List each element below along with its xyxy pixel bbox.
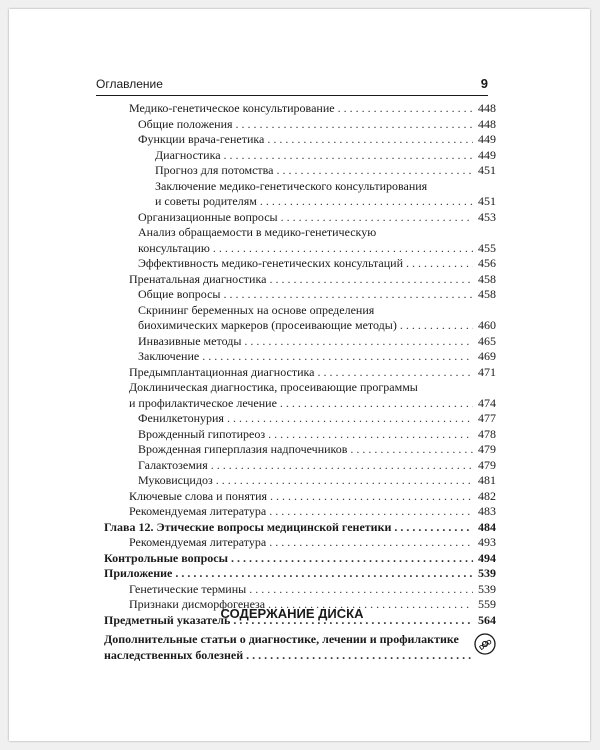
toc-entry[interactable]: [104, 287, 496, 303]
leader-dots: [406, 256, 473, 272]
toc-entry[interactable]: [104, 303, 496, 334]
leader-dots: [175, 566, 473, 582]
leader-dots: [236, 117, 473, 133]
toc-entry[interactable]: [104, 179, 496, 210]
toc-entry-title: Ключевые слова и понятия: [129, 488, 268, 503]
toc-entry-title: Пренатальная диагностика: [129, 271, 267, 286]
leader-dots: [269, 272, 473, 288]
leader-dots: [268, 427, 473, 443]
toc-entry-page: 460: [478, 318, 496, 332]
toc-entry-title: Врожденная гиперплазия надпочечников: [138, 442, 348, 456]
toc-entry-page: 479: [478, 442, 496, 456]
toc-entry[interactable]: [104, 582, 496, 598]
toc-entry-page: 493: [478, 535, 496, 549]
leader-dots: [223, 287, 473, 303]
toc-entry[interactable]: [104, 132, 496, 148]
toc-entry-page: 471: [478, 364, 496, 379]
leader-dots: [249, 582, 473, 598]
toc-entry-title: Функции врача-генетика: [138, 132, 265, 146]
running-head: [96, 77, 488, 96]
disc-entry[interactable]: [104, 632, 474, 663]
toc-entry-title: Рекомендуемая литература: [129, 535, 267, 549]
toc-entry[interactable]: [104, 210, 496, 226]
leader-dots: [394, 520, 473, 536]
toc-entry[interactable]: [104, 163, 496, 179]
toc-entry-title: Инвазивные методы: [138, 333, 242, 348]
toc-entry-page: 455: [478, 240, 496, 255]
page-number: 9: [480, 76, 488, 91]
leader-dots: [211, 458, 473, 474]
toc-entry-title: Врожденный гипотиреоз: [138, 426, 266, 441]
toc-entry-page: 449: [478, 132, 496, 146]
toc-entry-title: Эффективность медико-генетических консультаций: [138, 256, 404, 270]
toc-entry[interactable]: [104, 256, 496, 272]
leader-dots: [338, 101, 473, 117]
toc-entry-title: Общие вопросы: [138, 287, 221, 301]
leader-dots: [227, 411, 473, 427]
toc-entry-page: 539: [478, 566, 496, 580]
leader-dots: [350, 442, 473, 458]
toc-entry-page: 479: [478, 457, 496, 472]
leader-dots: [281, 210, 473, 226]
toc-entry-page: 478: [478, 426, 496, 441]
toc-entry[interactable]: [104, 380, 496, 411]
toc-entry-title: Глава 12. Этические вопросы медицинской генетики: [104, 519, 392, 534]
dvd-disc-icon[interactable]: [474, 633, 496, 655]
toc-entry-title: биохимических маркеров (просеивающие методы): [138, 318, 397, 332]
leader-dots: [269, 504, 473, 520]
toc-entry-title: и профилактическое лечение: [129, 395, 277, 410]
toc-entry-page: 481: [478, 473, 496, 487]
toc-entry-title-line1: Доклиническая диагностика, просеивающие программы: [129, 380, 418, 394]
toc-entry[interactable]: [104, 148, 496, 164]
leader-dots: [213, 241, 473, 257]
section-title: Оглавление: [96, 77, 163, 91]
toc-entry-title: Галактоземия: [138, 457, 208, 472]
toc-entry-page: 559: [478, 597, 496, 611]
toc-entry-title: Приложение: [104, 566, 173, 580]
toc-entry-title: и советы родителям: [155, 194, 257, 208]
toc-entry[interactable]: [104, 349, 496, 365]
toc-entry[interactable]: [104, 427, 496, 443]
toc-entry[interactable]: [104, 458, 496, 474]
leader-dots: [270, 489, 473, 505]
leader-dots: [317, 365, 473, 381]
toc-entry[interactable]: [104, 566, 496, 582]
toc-entry-title: Муковисцидоз: [138, 473, 213, 487]
toc-entry-title: Предымплантационная диагностика: [129, 364, 315, 379]
toc-entry[interactable]: [104, 365, 496, 381]
leader-dots: [224, 148, 473, 164]
toc-entry[interactable]: [104, 334, 496, 350]
toc-entry-page: 458: [478, 287, 496, 301]
toc-entry[interactable]: [104, 411, 496, 427]
toc-entry-title: Фенилкетонурия: [138, 411, 224, 425]
leader-dots: [400, 318, 473, 334]
toc-entry-title: Общие положения: [138, 116, 233, 131]
toc-entry-page: 474: [478, 395, 496, 410]
toc-entry-page: 458: [478, 271, 496, 286]
toc-entry-title: Заключение: [138, 349, 200, 363]
toc-entry[interactable]: [104, 489, 496, 505]
toc-entry-title-line1: Заключение медико-генетического консультирования: [155, 178, 428, 193]
toc-entry[interactable]: [104, 225, 496, 256]
toc-entry-title-line1: Анализ обращаемости в медико-генетическую: [138, 225, 377, 239]
toc-entry-page: 482: [478, 488, 496, 503]
disc-entry-line2: наследственных болезней: [104, 647, 244, 662]
toc-entry[interactable]: [104, 551, 496, 567]
toc-entry-page: 451: [478, 194, 496, 208]
toc-entry-title: Контрольные вопросы: [104, 550, 228, 565]
leader-dots: [216, 473, 473, 489]
toc-entry[interactable]: [104, 504, 496, 520]
toc-entry[interactable]: [104, 442, 496, 458]
toc-entry-page: 449: [478, 147, 496, 162]
toc-entry-title: Признаки дисморфогенеза: [129, 597, 266, 611]
toc-entry-page: 465: [478, 333, 496, 348]
leader-dots: [267, 132, 473, 148]
disc-contents-heading: СОДЕРЖАНИЕ ДИСКА: [220, 606, 364, 621]
toc-entry-page: 456: [478, 256, 496, 270]
toc-entry-page: 483: [478, 504, 496, 518]
leader-dots: [202, 349, 473, 365]
toc-entry-title: консультацию: [138, 240, 210, 255]
toc-entry[interactable]: [104, 473, 496, 489]
svg-text:DVD: DVD: [478, 638, 494, 653]
toc-entry-title-line1: Скрининг беременных на основе определения: [138, 302, 375, 317]
leader-dots: [276, 163, 473, 179]
toc-entry-page: 448: [478, 116, 496, 131]
toc-entry-title: Диагностика: [155, 147, 221, 162]
disc-entry-line1: Дополнительные статьи о диагностике, лечении и профилактике: [104, 632, 459, 646]
toc-entry-page: 469: [478, 349, 496, 363]
toc-entry-page: 451: [478, 163, 496, 177]
leader-dots: [244, 334, 473, 350]
toc-entry-title: Генетические термины: [129, 581, 247, 596]
toc-entry[interactable]: [104, 535, 496, 551]
toc-entry-page: 539: [478, 581, 496, 596]
toc-entry-title: Предметный указатель: [104, 612, 231, 627]
toc-entry-title: Организационные вопросы: [138, 209, 278, 224]
toc-entry[interactable]: [104, 272, 496, 288]
toc-entry-title: Рекомендуемая литература: [129, 504, 267, 518]
leader-dots: [260, 194, 473, 210]
toc-entry-page: 477: [478, 411, 496, 425]
leader-dots: [231, 551, 473, 567]
leader-dots: [246, 648, 471, 664]
toc-entry-page: 448: [478, 101, 496, 115]
toc-entry-title: Медико-генетическое консультирование: [129, 101, 335, 115]
toc-entry-page: 564: [478, 612, 496, 627]
toc-entry[interactable]: [104, 520, 496, 536]
toc-entry-page: 453: [478, 209, 496, 224]
toc-entry-page: 484: [478, 519, 496, 534]
leader-dots: [280, 396, 473, 412]
table-of-contents: [104, 101, 496, 628]
toc-entry[interactable]: [104, 101, 496, 117]
toc-entry-title: Прогноз для потомства: [155, 163, 274, 177]
toc-entry[interactable]: [104, 117, 496, 133]
toc-entry-page: 494: [478, 550, 496, 565]
leader-dots: [269, 535, 473, 551]
